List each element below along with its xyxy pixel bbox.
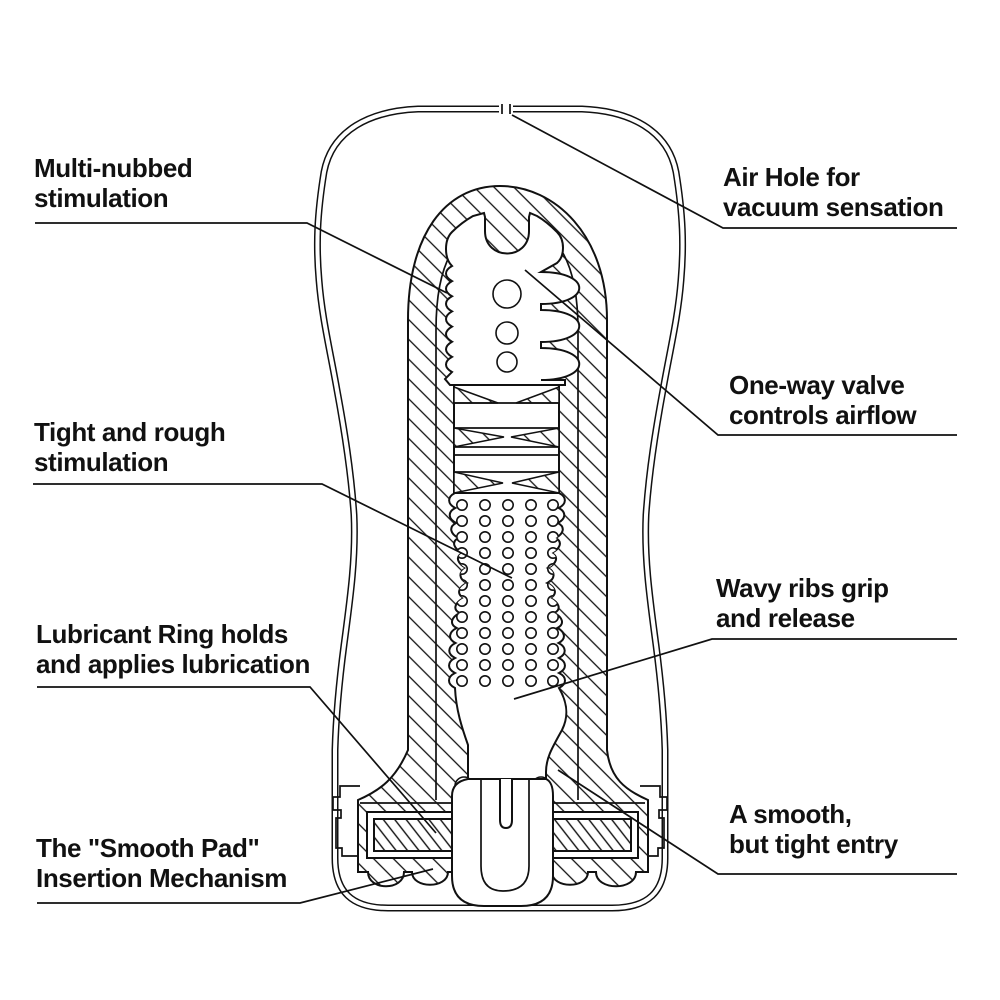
nub-dot [526, 516, 536, 526]
nub-dot [503, 532, 513, 542]
nub-dot [480, 516, 490, 526]
lubricant-ring-left [374, 819, 456, 851]
nub-dot [526, 628, 536, 638]
nub-dot [526, 580, 536, 590]
valve-hole-2 [496, 322, 518, 344]
nub-dot [548, 532, 558, 542]
nub-dot [480, 548, 490, 558]
nub-dot [548, 628, 558, 638]
entry-channel [452, 777, 553, 906]
label-line: and applies lubrication [36, 649, 310, 679]
nub-dot [480, 660, 490, 670]
label-line: Insertion Mechanism [36, 863, 288, 893]
nub-dot [480, 532, 490, 542]
nub-dot [503, 516, 513, 526]
nub-dot [548, 644, 558, 654]
nub-dot [457, 676, 467, 686]
nub-dot [526, 532, 536, 542]
label-line: Multi-nubbed [34, 153, 193, 183]
nub-dot [503, 564, 513, 574]
nub-dot [480, 676, 490, 686]
nub-dot [503, 628, 513, 638]
label-air-hole [723, 162, 943, 222]
label-line: The "Smooth Pad" [36, 833, 260, 863]
nub-dot [526, 548, 536, 558]
nub-dot [503, 644, 513, 654]
nub-dot [503, 676, 513, 686]
label-smooth-pad [36, 833, 287, 893]
nub-dot [526, 596, 536, 606]
nub-dot [548, 500, 558, 510]
nub-dot [457, 532, 467, 542]
nub-dot [503, 500, 513, 510]
valve-hole-3 [497, 352, 517, 372]
nub-dot [548, 676, 558, 686]
entry-slot [500, 779, 512, 828]
label-line: Lubricant Ring holds [36, 619, 288, 649]
label-multi-nubbed [34, 153, 192, 213]
nub-dot [526, 500, 536, 510]
nub-dot [503, 580, 513, 590]
nub-dot [526, 660, 536, 670]
nub-dot [503, 660, 513, 670]
nub-dot [503, 596, 513, 606]
label-line: Air Hole for [723, 162, 860, 192]
label-smooth-entry [729, 799, 898, 859]
nub-dot [526, 564, 536, 574]
valve-hole-1 [493, 280, 521, 308]
nub-dot [457, 628, 467, 638]
nub-dot [526, 676, 536, 686]
label-line: One-way valve [729, 370, 905, 400]
nub-dot [480, 644, 490, 654]
label-line: controls airflow [729, 400, 917, 430]
label-line: Tight and rough [34, 417, 226, 447]
label-one-way-valve [729, 370, 916, 430]
nub-dot [480, 596, 490, 606]
label-line: Wavy ribs grip [716, 573, 889, 603]
nub-dot [480, 500, 490, 510]
label-line: stimulation [34, 183, 169, 213]
label-tight-rough [34, 417, 225, 477]
nub-dot [526, 644, 536, 654]
nub-dot [480, 628, 490, 638]
nub-dot [457, 500, 467, 510]
nub-dot [548, 660, 558, 670]
nub-dot [480, 612, 490, 622]
nub-dot [503, 612, 513, 622]
nub-dot [457, 644, 467, 654]
label-line: stimulation [34, 447, 169, 477]
nub-dot [457, 660, 467, 670]
leader-multi-nubbed [35, 223, 447, 293]
nub-dot [548, 516, 558, 526]
nub-dot [457, 516, 467, 526]
nub-dot [480, 580, 490, 590]
label-line: and release [716, 603, 855, 633]
lubricant-ring-right [549, 819, 631, 851]
rib-section [454, 385, 559, 493]
label-line: but tight entry [729, 829, 898, 859]
label-lubricant-ring [36, 619, 310, 679]
air-hole-gap [499, 101, 513, 114]
label-wavy-ribs [716, 573, 889, 633]
label-line: A smooth, [729, 799, 852, 829]
label-line: vacuum sensation [723, 192, 944, 222]
nub-dot [526, 612, 536, 622]
nub-dot [503, 548, 513, 558]
